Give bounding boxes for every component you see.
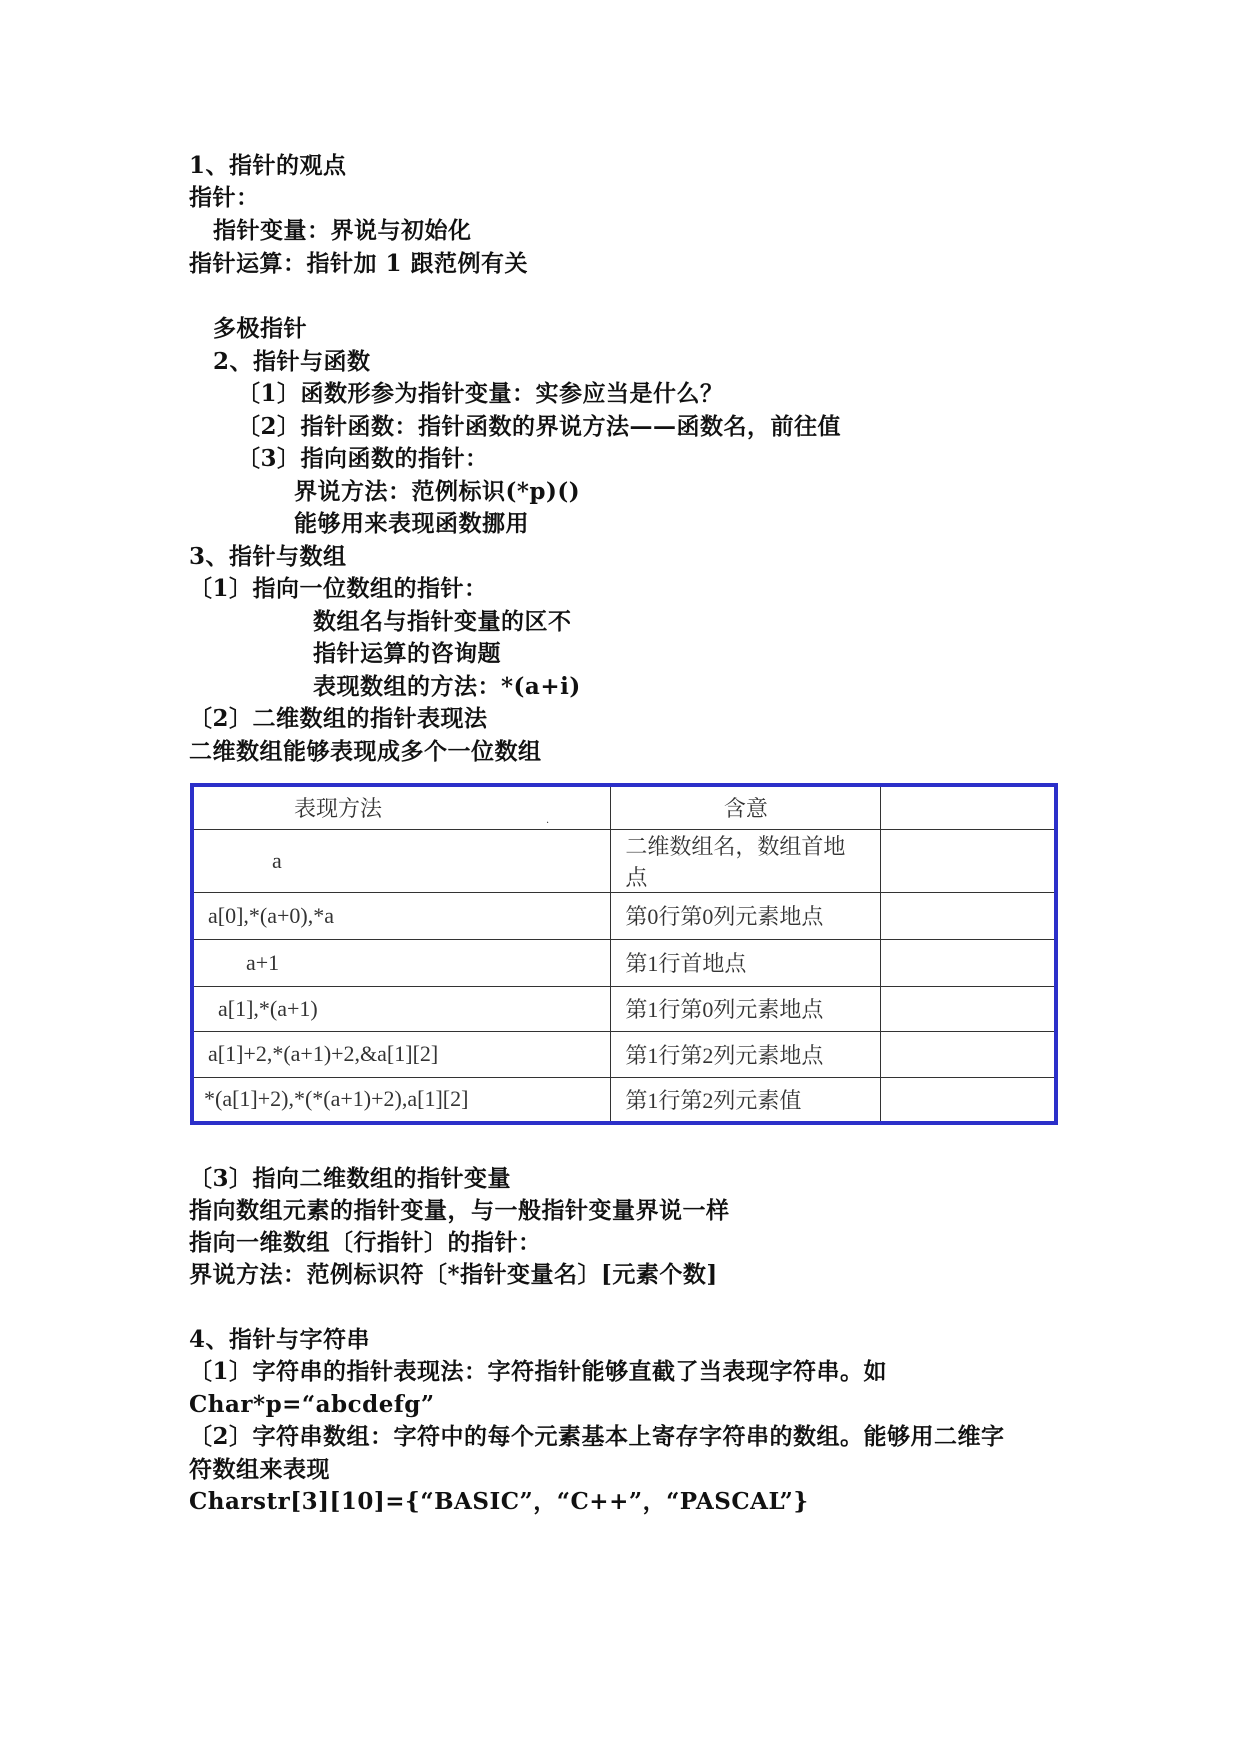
table-header-notation: 表现方法: [192, 785, 611, 829]
table-cell-notation: *(a[1]+2),*(*(a+1)+2),a[1][2]: [192, 1077, 611, 1123]
table-row: [192, 829, 1056, 892]
text-3-3-a: 指向数组元素的指针变量，与一般指针变量界说一样: [189, 1197, 730, 1224]
text-2-3-usage: 能够用来表现函数挪用: [294, 510, 529, 537]
text-4-1: 〔1〕字符串的指针表现法：字符指针能够直截了当表现字符串。如: [189, 1358, 888, 1385]
table-cell-meaning: 第0行第0列元素地点: [611, 892, 881, 939]
table-cell-meaning: 二维数组名，数组首地点: [611, 829, 881, 892]
stray-mark: .: [546, 815, 550, 826]
text-4-1-code: Char*p=“abcdefg”: [189, 1391, 435, 1418]
text-3-2: 〔2〕二维数组的指针表现法: [189, 705, 488, 732]
table-cell-blank: [881, 986, 1056, 1031]
text-4-2-code: Charstr[3][10]={“BASIC”，“C++”，“PASCAL”}: [189, 1488, 809, 1515]
heading-1-pointer-concept: 1、指针的观点: [189, 152, 347, 179]
table-row: [192, 892, 1056, 939]
text-3-3-c: 界说方法：范例标识符〔*指针变量名〕[元素个数]: [189, 1261, 718, 1288]
table-header-blank: [881, 785, 1056, 829]
text-2-2: 〔2〕指针函数：指针函数的界说方法——函数名，前往值: [237, 413, 842, 440]
table-cell-blank: [881, 939, 1056, 986]
table-cell-notation: a[1]+2,*(a+1)+2,&a[1][2]: [192, 1031, 611, 1077]
table-cell-meaning: 第1行第0列元素地点: [611, 986, 881, 1031]
text-3-2-desc: 二维数组能够表现成多个一位数组: [189, 738, 542, 765]
text-pointer-variable: 指针变量：界说与初始化: [213, 217, 472, 244]
text-multilevel-pointer: 多极指针: [213, 315, 307, 342]
heading-3-pointer-array: 3、指针与数组: [189, 543, 347, 570]
text-4-2: 〔2〕字符串数组：字符中的每个元素基本上寄存字符串的数组。能够用二维字: [189, 1423, 1005, 1450]
pointer-notation-table: [190, 783, 1058, 1125]
text-2-1: 〔1〕函数形参为指针变量：实参应当是什么？: [237, 380, 724, 407]
table-cell-blank: [881, 1031, 1056, 1077]
text-3-1: 〔1〕指向一位数组的指针：: [189, 575, 488, 602]
table-cell-blank: [881, 829, 1056, 892]
text-3-1-c: 表现数组的方法：*(a+i): [313, 673, 581, 700]
text-4-2-cont: 符数组来表现: [189, 1456, 330, 1483]
text-pointer-arithmetic: 指针运算：指针加 1 跟范例有关: [189, 250, 529, 277]
text-3-1-b: 指针运算的咨询题: [313, 640, 501, 667]
text-pointer-label: 指针：: [189, 184, 260, 211]
table-row: [192, 986, 1056, 1031]
table-cell-notation: a+1: [192, 939, 611, 986]
heading-2-pointer-function: 2、指针与函数: [213, 348, 371, 375]
table-row: [192, 1077, 1056, 1123]
table-cell-notation: a[1],*(a+1): [192, 986, 611, 1031]
table-cell-notation: a[0],*(a+0),*a: [192, 892, 611, 939]
table-cell-meaning: 第1行首地点: [611, 939, 881, 986]
text-3-3-b: 指向一维数组〔行指针〕的指针：: [189, 1229, 542, 1256]
table-cell-blank: [881, 892, 1056, 939]
table-cell-meaning: 第1行第2列元素值: [611, 1077, 881, 1123]
table-cell-blank: [881, 1077, 1056, 1123]
table-cell-notation: a: [192, 829, 611, 892]
text-2-3-definition: 界说方法：范例标识(*p)(): [294, 478, 581, 505]
table-cell-meaning: 第1行第2列元素地点: [611, 1031, 881, 1077]
heading-4-pointer-string: 4、指针与字符串: [189, 1326, 371, 1353]
table-row: [192, 1031, 1056, 1077]
table-row: [192, 939, 1056, 986]
text-3-1-a: 数组名与指针变量的区不: [313, 608, 572, 635]
text-3-3: 〔3〕指向二维数组的指针变量: [189, 1165, 512, 1192]
table-header-meaning: 含意: [611, 785, 881, 829]
table-header-row: [192, 785, 1056, 829]
text-2-3: 〔3〕指向函数的指针：: [237, 445, 489, 472]
